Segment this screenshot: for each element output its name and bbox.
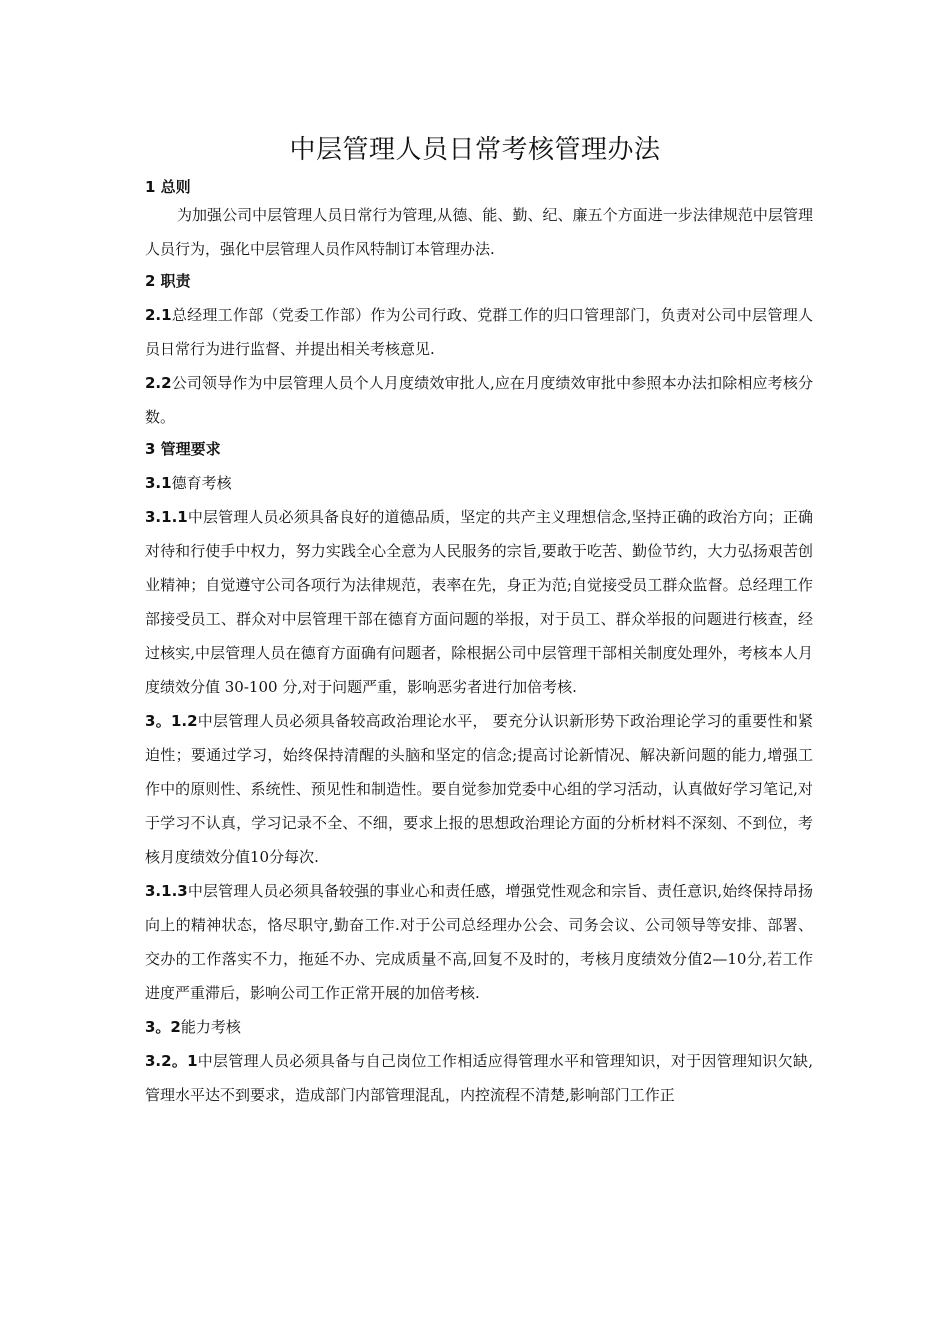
clause-3-2-1-number: 3.2。1 [145, 1052, 198, 1070]
clause-3-2-label: 能力考核 [180, 1018, 241, 1036]
clause-2-2-number: 2.2 [145, 374, 172, 392]
clause-3-1-2-text: 中层管理人员必须具备较高政治理论水平， 要充分认识新形势下政治理论学习的重要性和紧迫性；要通过学习，始终保持清醒的头脑和坚定的信念;提高讨论新情况、解决新问题的能力,增强工作中的原则性、系统性、预见性和制造性。要自觉参加党委中心组的学习活动，认真做好学习笔记,对于学习不认真，学习记录不全、不细，要求上报的思想政治理论方面的分析材料不深刻、不到位，考核月度绩效分值10分每次. [145, 712, 813, 866]
clause-3-1-3-text: 中层管理人员必须具备较强的事业心和责任感，增强党性观念和宗旨、责任意识,始终保持昂扬向上的精神状态，恪尽职守,勤奋工作.对于公司总经理办公会、司务会议、公司领导等安排、部署、交办的工作落实不力，拖延不办、完成质量不高,回复不及时的，考核月度绩效分值2—10分,若工作进度严重滞后，影响公司工作正常开展的加倍考核. [145, 882, 813, 1002]
clause-3-1-1-number: 3.1.1 [145, 508, 188, 526]
clause-3-1-number: 3.1 [145, 474, 172, 492]
clause-3-1-1 [145, 500, 813, 704]
clause-2-2-text: 公司领导作为中层管理人员个人月度绩效审批人,应在月度绩效审批中参照本办法扣除相应考核分数。 [145, 374, 813, 426]
document-body [145, 176, 813, 1112]
clause-2-1-number: 2.1 [145, 306, 172, 324]
clause-3-2-1-text: 中层管理人员必须具备与自己岗位工作相适应得管理水平和管理知识，对于因管理知识欠缺,管理水平达不到要求，造成部门内部管理混乱，内控流程不清楚,影响部门工作正 [145, 1052, 813, 1104]
clause-2-2 [145, 366, 813, 434]
section-1-paragraph: 为加强公司中层管理人员日常行为管理,从德、能、勤、纪、廉五个方面进一步法律规范中层管理人员行为，强化中层管理人员作风特制订本管理办法. [145, 206, 813, 258]
clause-3-2 [145, 1010, 813, 1044]
clause-3-1-3-number: 3.1.3 [145, 882, 188, 900]
clause-3-1-label: 德育考核 [171, 474, 232, 492]
section-2-heading: 2 职责 [145, 272, 191, 290]
clause-3-2-number: 3。2 [145, 1018, 181, 1036]
section-1-heading: 1 总则 [145, 178, 191, 196]
clause-3-2-1 [145, 1044, 813, 1112]
clause-3-1-2-number: 3。1.2 [145, 712, 198, 730]
clause-2-1-text: 总经理工作部（党委工作部）作为公司行政、党群工作的归口管理部门，负责对公司中层管理人员日常行为进行监督、并提出相关考核意见. [145, 306, 813, 358]
clause-3-1-3 [145, 874, 813, 1010]
section-3-heading: 3 管理要求 [145, 440, 221, 458]
clause-3-1-1-text: 中层管理人员必须具备良好的道德品质，坚定的共产主义理想信念,坚持正确的政治方向；正确对待和行使手中权力，努力实践全心全意为人民服务的宗旨,要敢于吃苦、勤俭节约，大力弘扬艰苦创业精神；自觉遵守公司各项行为法律规范，表率在先，身正为范;自觉接受员工群众监督。总经理工作部接受员工、群众对中层管理干部在德育方面问题的举报，对于员工、群众举报的问题进行核查，经过核实,中层管理人员在德育方面确有问题者，除根据公司中层管理干部相关制度处理外，考核本人月度绩效分值 30-100 分,对于问题严重，影响恶劣者进行加倍考核. [145, 508, 813, 696]
clause-3-1-2 [145, 704, 813, 874]
document-title: 中层管理人员日常考核管理办法 [289, 135, 661, 165]
clause-3-1 [145, 466, 813, 500]
clause-2-1 [145, 298, 813, 366]
